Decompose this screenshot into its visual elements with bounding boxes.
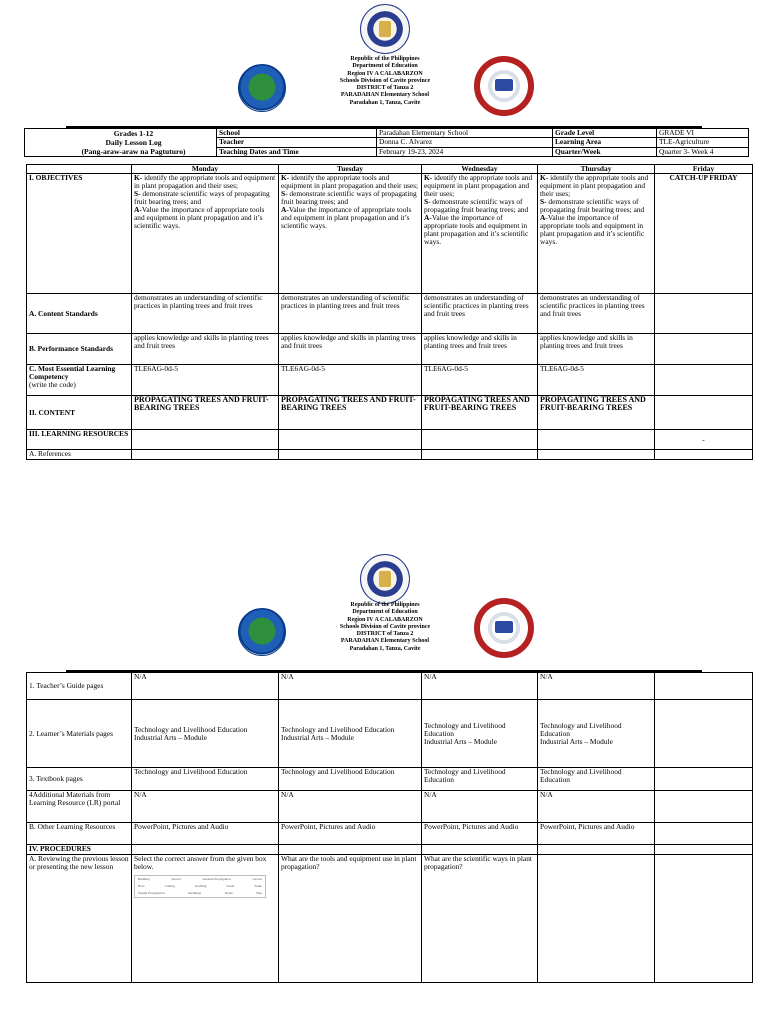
letterhead-division: Schools Division of Cavite province xyxy=(339,623,431,630)
tb-monday: Technology and Livelihood Education xyxy=(132,768,279,791)
lm-line1: Technology and Livelihood Education xyxy=(134,724,248,734)
review-thursday xyxy=(538,855,655,983)
competency-label-cell xyxy=(27,365,132,396)
procedures-tuesday xyxy=(279,845,422,855)
content-label: II. CONTENT xyxy=(27,396,132,430)
procedures-friday xyxy=(655,845,753,855)
k-text: identify the appropriate tools and equipment in plant propagation and their uses; xyxy=(540,173,649,198)
word-box-item: Asexual Propagation xyxy=(202,877,231,881)
references-monday xyxy=(132,450,279,460)
procedures-wednesday xyxy=(422,845,538,855)
letterhead-school: PARADAHAN Elementary School xyxy=(340,92,430,99)
dll-title-cell xyxy=(25,129,217,157)
dll-label: Daily Lesson Log xyxy=(105,138,162,147)
tg-monday: N/A xyxy=(132,673,279,700)
tb-friday xyxy=(655,768,753,791)
deped-seal-logo xyxy=(360,4,410,54)
review-tuesday: What are the tools and equipment use in plant propagation? xyxy=(279,855,422,983)
word-box-row xyxy=(135,876,265,883)
references-wednesday xyxy=(422,450,538,460)
s-marker: S- xyxy=(424,197,431,206)
school-label: School xyxy=(217,129,377,138)
performance-standards-tuesday: applies knowledge and skills in planting trees and fruit trees xyxy=(279,334,422,365)
grade-level-label: Grade Level xyxy=(553,129,657,138)
word-box-item: Shovel xyxy=(171,877,181,881)
resources-thursday xyxy=(538,430,655,450)
day-header-monday: Monday xyxy=(132,165,279,174)
competency-wednesday: TLE6AG-0d-5 xyxy=(422,365,538,396)
letterhead xyxy=(290,602,480,653)
catch-up-friday: CATCH-UP FRIDAY xyxy=(655,174,753,294)
grades-label: Grades 1-12 xyxy=(113,129,154,138)
review-wednesday: What are the scientific ways in plant propagation? xyxy=(422,855,538,983)
additional-materials-label: 4Additional Materials from Learning Resource (LR) portal xyxy=(27,791,132,823)
letterhead-division: Schools Division of Cavite province xyxy=(339,77,431,84)
objectives-tuesday xyxy=(279,174,422,294)
other-tuesday: PowerPoint, Pictures and Audio xyxy=(279,823,422,845)
competency-tuesday: TLE6AG-0d-5 xyxy=(279,365,422,396)
lm-friday xyxy=(655,700,753,768)
objectives-wednesday xyxy=(422,174,538,294)
content-friday xyxy=(655,396,753,430)
letterhead-district: DISTRICT of Tanza 2 xyxy=(356,631,414,638)
content-standards-thursday: demonstrates an understanding of scientific practices in planting trees and fruit trees xyxy=(538,294,655,334)
word-box-item: Gloves xyxy=(252,877,262,881)
textbook-label: 3. Textbook pages xyxy=(27,768,132,791)
word-box-item: Stake xyxy=(254,884,262,888)
lm-wednesday xyxy=(422,700,538,768)
content-standards-label: A. Content Standards xyxy=(27,294,132,334)
word-box-item: Hoe xyxy=(256,891,262,895)
performance-standards-label: B. Performance Standards xyxy=(27,334,132,365)
lm-line2: Industrial Arts – Module xyxy=(134,732,207,742)
letterhead-address: Paradahan 1, Tanza, Cavite xyxy=(349,645,421,652)
letterhead-region: Region IV A CALABARZON xyxy=(347,70,423,77)
references-thursday xyxy=(538,450,655,460)
corner-cell xyxy=(27,165,132,174)
procedures-label: IV. PROCEDURES xyxy=(27,845,132,855)
other-friday xyxy=(655,823,753,845)
k-text: identify the appropriate tools and equipment in plant propagation and their uses; xyxy=(134,173,276,190)
lm-line2: Industrial Arts – Module xyxy=(540,736,613,746)
add-thursday: N/A xyxy=(538,791,655,823)
k-marker: K- xyxy=(281,173,290,182)
procedures-monday xyxy=(132,845,279,855)
day-header-thursday: Thursday xyxy=(538,165,655,174)
review-friday xyxy=(655,855,753,983)
competency-friday xyxy=(655,365,753,396)
competency-thursday: TLE6AG-0d-5 xyxy=(538,365,655,396)
tg-thursday: N/A xyxy=(538,673,655,700)
word-box-row xyxy=(135,883,265,890)
add-wednesday: N/A xyxy=(422,791,538,823)
a-marker: A- xyxy=(424,213,432,222)
s-text: demonstrate scientific ways of propagating fruit bearing trees; and xyxy=(540,197,645,214)
quarter-value: Quarter 3- Week 4 xyxy=(657,147,749,156)
add-friday xyxy=(655,791,753,823)
letterhead-republic: Republic of the Philippines xyxy=(350,602,420,608)
word-box-item: Budding xyxy=(138,877,150,881)
tg-tuesday: N/A xyxy=(279,673,422,700)
word-box-item: Cutting xyxy=(164,884,175,888)
tg-wednesday: N/A xyxy=(422,673,538,700)
s-marker: S- xyxy=(540,197,547,206)
learning-area-value: TLE-Agriculture xyxy=(657,138,749,147)
competency-label: C. Most Essential Learning Competency xyxy=(29,364,116,381)
competency-monday: TLE6AG-0d-5 xyxy=(132,365,279,396)
dates-value: February 19-23, 2024 xyxy=(377,147,553,156)
word-box-row xyxy=(135,890,265,897)
a-text: Value the importance of appropriate tools and equipment in plant propagation and it’s scientific ways. xyxy=(424,213,529,246)
page-1 xyxy=(0,0,768,505)
competency-sub: (write the code) xyxy=(29,380,76,389)
s-text: demonstrate scientific ways of propagating fruit bearing trees; and xyxy=(424,197,529,214)
lm-line1: Technology and Livelihood Education xyxy=(540,720,622,738)
objectives-monday xyxy=(132,174,279,294)
learning-area-label: Learning Area xyxy=(553,138,657,147)
resources-monday xyxy=(132,430,279,450)
letterhead-republic: Republic of the Philippines xyxy=(350,56,420,62)
day-header-tuesday: Tuesday xyxy=(279,165,422,174)
content-wednesday: PROPAGATING TREES AND FRUIT-BEARING TREES xyxy=(422,396,538,430)
k-marker: K- xyxy=(424,173,433,182)
review-monday xyxy=(132,855,279,983)
other-thursday: PowerPoint, Pictures and Audio xyxy=(538,823,655,845)
grade-level-value: GRADE VI xyxy=(657,129,749,138)
district-seal-logo xyxy=(238,64,286,112)
add-tuesday: N/A xyxy=(279,791,422,823)
tb-wednesday: Technology and Livelihood Education xyxy=(422,768,538,791)
content-standards-tuesday: demonstrates an understanding of scientific practices in planting trees and fruit trees xyxy=(279,294,422,334)
word-box-item: Grafting xyxy=(194,884,207,888)
a-marker: A- xyxy=(540,213,548,222)
lm-line2: Industrial Arts – Module xyxy=(424,736,497,746)
content-monday: PROPAGATING TREES AND FRUIT-BEARING TREES xyxy=(132,396,279,430)
k-text: identify the appropriate tools and equipment in plant propagation and their uses; xyxy=(281,173,419,190)
day-header-friday: Friday xyxy=(655,165,753,174)
teacher-label: Teacher xyxy=(217,138,377,147)
a-text: Value the importance of appropriate tools and equipment in plant propagation and it’s scientific ways. xyxy=(134,205,265,230)
other-wednesday: PowerPoint, Pictures and Audio xyxy=(422,823,538,845)
a-marker: A- xyxy=(281,205,289,214)
other-monday: PowerPoint, Pictures and Audio xyxy=(132,823,279,845)
word-box-item: Hole xyxy=(138,884,145,888)
letterhead-district: DISTRICT of Tanza 2 xyxy=(356,85,414,92)
word-box-item: Spade xyxy=(224,891,233,895)
references-friday xyxy=(655,450,753,460)
teachers-guide-label: 1. Teacher’s Guide pages xyxy=(27,673,132,700)
letterhead-department: Department of Education xyxy=(352,63,418,70)
letterhead-address: Paradahan 1, Tanza, Cavite xyxy=(349,99,421,106)
resources-friday: - xyxy=(655,430,753,450)
page-2 xyxy=(0,540,768,1024)
s-text: demonstrate scientific ways of propagating fruit bearing trees; and xyxy=(134,189,270,206)
word-box xyxy=(134,875,266,898)
district-seal-logo xyxy=(238,608,286,656)
content-tuesday: PROPAGATING TREES AND FRUIT-BEARING TREES xyxy=(279,396,422,430)
dll-local-label: (Pang-araw-araw na Pagtuturo) xyxy=(81,147,186,156)
learners-materials-label: 2. Learner’s Materials pages xyxy=(27,700,132,768)
resources-tuesday xyxy=(279,430,422,450)
tb-tuesday: Technology and Livelihood Education xyxy=(279,768,422,791)
deped-seal-logo xyxy=(360,554,410,604)
lm-line2: Industrial Arts – Module xyxy=(281,732,354,742)
lesson-info-table xyxy=(24,128,749,157)
references-tuesday xyxy=(279,450,422,460)
dll-table-page-2 xyxy=(26,672,753,983)
performance-standards-thursday: applies knowledge and skills in planting trees and fruit trees xyxy=(538,334,655,365)
performance-standards-wednesday: applies knowledge and skills in planting trees and fruit trees xyxy=(422,334,538,365)
school-value: Paradahan Elementary School xyxy=(377,129,553,138)
add-monday: N/A xyxy=(132,791,279,823)
objectives-label: I. OBJECTIVES xyxy=(27,174,132,294)
letterhead-department: Department of Education xyxy=(352,609,418,616)
s-marker: S- xyxy=(134,189,141,198)
review-label: A. Reviewing the previous lesson or presenting the new lesson xyxy=(27,855,132,983)
content-thursday: PROPAGATING TREES AND FRUIT-BEARING TREES xyxy=(538,396,655,430)
lm-thursday xyxy=(538,700,655,768)
dll-table-page-1 xyxy=(26,164,753,460)
objectives-thursday xyxy=(538,174,655,294)
content-standards-monday: demonstrates an understanding of scientific practices in planting trees and fruit trees xyxy=(132,294,279,334)
learning-resources-label: III. LEARNING RESOURCES xyxy=(27,430,132,450)
dates-label: Teaching Dates and Time xyxy=(217,147,377,156)
content-standards-wednesday: demonstrates an understanding of scientific practices in planting trees and fruit trees xyxy=(422,294,538,334)
a-marker: A- xyxy=(134,205,142,214)
word-box-item: Seeds xyxy=(226,884,235,888)
lm-line1: Technology and Livelihood Education xyxy=(424,720,506,738)
other-resources-label: B. Other Learning Resources xyxy=(27,823,132,845)
tb-thursday: Technology and Livelihood Education xyxy=(538,768,655,791)
day-header-wednesday: Wednesday xyxy=(422,165,538,174)
letterhead-school: PARADAHAN Elementary School xyxy=(340,638,430,645)
k-marker: K- xyxy=(540,173,549,182)
school-seal-logo xyxy=(474,56,534,116)
k-text: identify the appropriate tools and equipment in plant propagation and their uses; xyxy=(424,173,533,198)
lm-tuesday xyxy=(279,700,422,768)
lm-line1: Technology and Livelihood Education xyxy=(281,724,395,734)
lm-monday xyxy=(132,700,279,768)
a-text: Value the importance of appropriate tools and equipment in plant propagation and it’s scientific ways. xyxy=(540,213,645,246)
letterhead-region: Region IV A CALABARZON xyxy=(347,616,423,623)
content-standards-friday xyxy=(655,294,753,334)
letterhead xyxy=(290,56,480,107)
a-text: Value the importance of appropriate tools and equipment in plant propagation and it’s scientific ways. xyxy=(281,205,412,230)
review-monday-text: Select the correct answer from the given box below. xyxy=(134,854,267,871)
teacher-value: Donna C. Alvarez xyxy=(377,138,553,147)
references-label: A. References xyxy=(27,450,132,460)
s-text: demonstrate scientific ways of propagating fruit bearing trees; and xyxy=(281,189,417,206)
s-marker: S- xyxy=(281,189,288,198)
k-marker: K- xyxy=(134,173,143,182)
tg-friday xyxy=(655,673,753,700)
quarter-label: Quarter/Week xyxy=(553,147,657,156)
school-seal-logo xyxy=(474,598,534,658)
word-box-item: Sexual Propagation xyxy=(138,891,165,895)
performance-standards-monday: applies knowledge and skills in planting trees and fruit trees xyxy=(132,334,279,365)
performance-standards-friday xyxy=(655,334,753,365)
procedures-thursday xyxy=(538,845,655,855)
resources-wednesday xyxy=(422,430,538,450)
word-box-item: Seedlings xyxy=(187,891,202,895)
